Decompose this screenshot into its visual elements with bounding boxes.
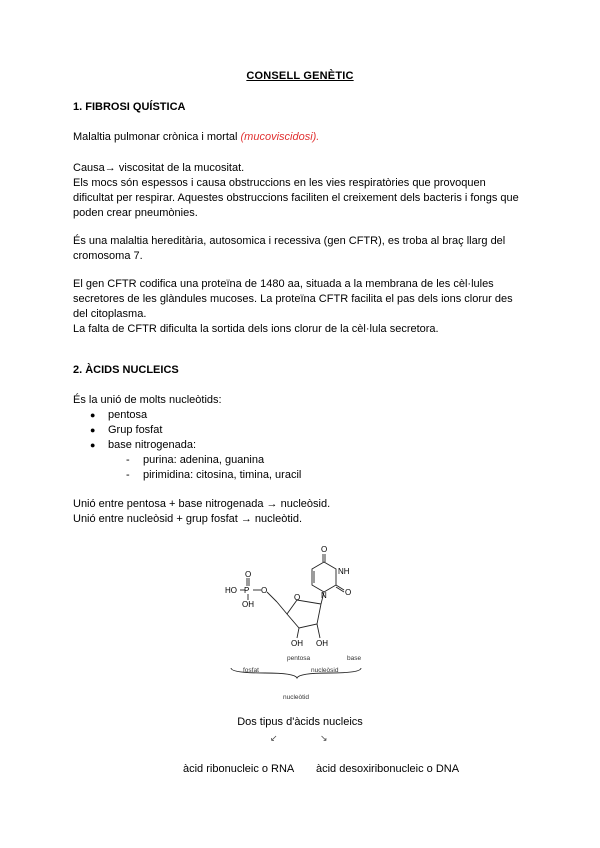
union-line-1: Unió entre pentosa + base nitrogenada → nucleòsid. <box>73 498 331 510</box>
dash-icon: - <box>126 469 130 481</box>
bullet-icon: ● <box>90 440 96 450</box>
dash-icon: - <box>126 454 130 466</box>
list-item: Grup fosfat <box>108 424 163 436</box>
mocs-line-2: dificultat per respirar. Aquestes obstruccions faciliten el creixement dels bacteris i fongs que <box>73 192 519 204</box>
list-item: pentosa <box>108 409 148 421</box>
types-title: Dos tipus d'àcids nucleics <box>237 716 363 728</box>
hereditaria-line-1: És una malaltia hereditària, autosomica i recessiva (gen CFTR), es troba al braç llarg del <box>73 235 506 247</box>
bullet-icon: ● <box>90 425 96 435</box>
diagram-atom-label: O <box>261 586 268 595</box>
diagram-atom-label: O <box>294 593 301 602</box>
bullet-icon: ● <box>90 410 96 420</box>
diagram-atom-label: OH <box>291 639 303 648</box>
pentosa-label: pentosa <box>287 655 311 662</box>
gen-line-3: del citoplasma. <box>73 308 147 320</box>
hereditaria-line-2: cromosoma 7. <box>73 250 143 262</box>
page-title: CONSELL GENÈTIC <box>246 70 354 82</box>
gen-line-4: La falta de CFTR dificulta la sortida dels ions clorur de la cèl·lula secretora. <box>73 323 439 335</box>
gen-line-2: secretores de les glàndules mucoses. La proteïna CFTR facilita el pas dels ions clorur des <box>73 293 513 305</box>
rna-label: àcid ribonucleic o RNA <box>183 763 295 775</box>
diagram-atom-label: NH <box>338 567 350 576</box>
base-label: base <box>347 655 362 662</box>
arrow-down-left-icon: ↙ <box>270 733 278 743</box>
nucleotids-intro: És la unió de molts nucleòtids: <box>73 394 222 406</box>
intro-red-term: (mucoviscidosi). <box>240 131 320 143</box>
diagram-atom-label: P <box>244 586 250 595</box>
causa-line: Causa→ viscositat de la mucositat. <box>73 162 245 174</box>
list-item: base nitrogenada: <box>108 439 197 451</box>
fibrosi-intro <box>73 130 533 145</box>
sub-list-item: purina: adenina, guanina <box>143 454 265 466</box>
section-2-heading: 2. ÀCIDS NUCLEICS <box>73 364 179 376</box>
nucleotid-label: nucleòtid <box>283 694 310 701</box>
section-1-heading: 1. FIBROSI QUÍSTICA <box>73 101 186 113</box>
diagram-atom-label: OH <box>316 639 328 648</box>
intro-text: Malaltia pulmonar crònica i mortal <box>73 131 238 143</box>
fosfat-label: fosfat <box>243 667 259 674</box>
union-line-2: Unió entre nucleòsid + grup fosfat → nucleòtid. <box>73 513 302 525</box>
sub-list-item: pirimidina: citosina, timina, uracil <box>143 469 302 481</box>
mocs-line-3: poden crear pneumònies. <box>73 207 198 219</box>
mocs-line-1: Els mocs són espessos i causa obstruccions en les vies respiratòries que provoquen <box>73 177 486 189</box>
diagram-atom-label: O <box>345 588 352 597</box>
nucleotide-structure-svg <box>225 540 385 710</box>
diagram-atom-label: N <box>321 591 327 600</box>
dna-label: àcid desoxiribonucleic o DNA <box>316 763 460 775</box>
nucleotide-diagram <box>225 540 385 710</box>
diagram-atom-label: O <box>245 570 252 579</box>
diagram-atom-label: O <box>321 545 328 554</box>
nucleosid-label: nucleòsid <box>311 667 339 674</box>
gen-line-1: El gen CFTR codifica una proteïna de 1480 aa, situada a la membrana de les cèl·lules <box>73 278 494 290</box>
arrow-down-right-icon: ↘ <box>320 733 328 743</box>
diagram-atom-label: HO <box>225 586 237 595</box>
diagram-atom-label: OH <box>242 600 254 609</box>
